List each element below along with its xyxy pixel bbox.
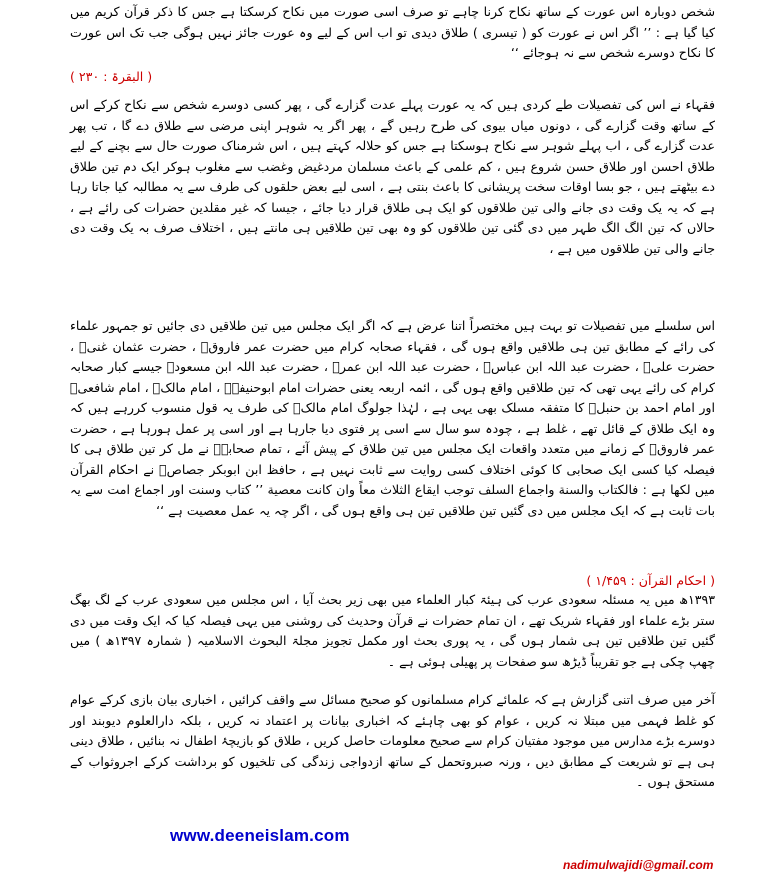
paragraph-2: فقہاء نے اس کی تفصیلات طے کردی ہیں کہ یہ عورت پہلے عدت گزارے گی ، پھر کسی دوسرے شخص سے نکاح کرکے اس کے ساتھ وقت گزارے گی ، دونوں میاں بیوی کی طرح رہیں گے ، پھر اگر یہ شوہر اپنی مرضی سے طلاق دے گا ، تب پھر عدت گزارے گی ، اب پہلے شوہر سے نکاح ہوسکتا ہے جس کو حلالہ کہتے ہیں ، اس شرمناک صورت حال سے بچنے کے لیے طلاق احسن اور طلاق حسن شروع ہیں ، کم علمی کے باعث مسلمان مردغیض وغضب سے مغلوب ہوکر ایک دم تین طلاق دے بیٹھتے ہیں ، جو بسا اوقات سخت پریشانی کا باعث بنتی ہے ، اسی لیے بعض حلقوں کی طرف سے یہ مطالبہ کیا جاتا رہا ہے کہ یہ یک وقت دی جانے والی تین طلاقوں کو ایک ہی طلاق قرار دیا جائے ، جیسا کہ غیر مقلدین حضرات کی رائے ہے ، حالاں کہ تین الگ الگ طہر میں دی گئی تین طلاقوں کو وہ بھی تین طلاقیں ہی مانتے ہیں ، اختلاف صرف بہ یک وقت دی جانے والی تین طلاقوں میں ہے ، xyxy=(70,97,715,256)
paragraph-3: اس سلسلے میں تفصیلات تو بہت ہیں مختصراً اتنا عرض ہے کہ اگر ایک مجلس میں تین طلاقیں دی جائیں تو جمہور علماء کی رائے کے مطابق تین ہی طلاقیں واقع ہوں گی ، فقہاء صحابہ کرام میں حضرت عمر فاروقؓ ، حضرت عثمان غنیؓ ، حضرت علیؓ ، حضرت عبد اللہ ابن عباسؓ ، حضرت عبد اللہ ابن عمرؓ ، حضرت عبد اللہ ابن مسعودؓ جیسے کبار صحابہ کرام کی رائے یہی تھی کہ تین طلاقیں واقع ہوں گی ، ائمہ اربعہ یعنی حضرات امام ابوحنیفہؒ ، امام مالکؒ ، امام شافعیؒ اور امام احمد بن حنبلؒ کا متفقہ مسلک بھی یہی ہے ، لہٰذا جولوگ امام مالکؒ کی طرف یہ قول منسوب کررہے ہیں کہ وہ ایک طلاق کے قائل تھے ، غلط ہے ، چودہ سو سال سے اسی پر فتوی دیا جارہا ہے اور اسی پر عمل ہورہا ہے ، حضرت عمر فاروقؓ کے زمانے میں متعدد واقعات ایک مجلس میں تین طلاق کے پیش آئے ، تمام صحابہؓ نے مل کر تین طلاق ہی کا فیصلہ کیا کسی ایک صحابی کا کوئی اختلاف کسی روایت سے ثابت نہیں ہے ، حافظ ابن ابوبکر جصاصؒ نے احکام القرآن میں لکھا ہے : فالکتاب والسنة واجماع السلف توجب ایقاع الثلاث معاً وان کانت معصیة ’’ کتاب وسنت اور اجماع امت سے یہ بات ثابت ہے کہ ایک مجلس میں دی گئیں تین طلاقیں تین ہی واقع ہوں گی ، اگر چہ یہ عمل معصیت ہے ‘‘ xyxy=(70,318,715,518)
paragraph-1: شخص دوبارہ اس عورت کے ساتھ نکاح کرنا چاہے تو صرف اسی صورت میں نکاح کرسکتا ہے جس کا ذکر قرآن کریم میں کیا گیا ہے : ’’ اگر اس نے عورت کو ( تیسری ) طلاق دیدی تو اب اس کے لیے وہ عورت جائز نہیں ہوگی جب تک اس عورت کا نکاح دوسرے شخص سے نہ ہوجائے ‘‘ xyxy=(70,4,715,60)
website-link[interactable]: www.deeneislam.com xyxy=(170,826,350,845)
email-link[interactable]: nadimulwajidi@gmail.com xyxy=(563,858,714,872)
reference-baqarah-text: ( البقرۃ : ۲۳۰ ) xyxy=(70,69,153,84)
paragraph-5: آخر میں صرف اتنی گزارش ہے کہ علمائے کرام مسلمانوں کو صحیح مسائل سے واقف کرائیں ، اخباری بیان بازی کرکے عوام کو غلط فہمی میں مبتلا نہ کریں ، عوام کو بھی چاہئے کہ اخباری بیانات پر اعتماد نہ کریں ، بلکہ دارالعلوم دیوبند اور دوسرے بڑے مدارس میں موجود مفتیان کرام سے صحیح معلومات حاصل کریں ، طلاق کو بازیچۂ اطفال نہ بنائیں ، طلاق دینی ہی ہے تو شریعت کے مطابق دیں ، ورنہ صبروتحمل کے ساتھ ازدواجی زندگی کی تلخیوں کو برداشت کرکے اجروثواب کے مستحق ہوں ۔ xyxy=(70,692,715,789)
paragraph-4: ۱۳۹۳ھ میں یہ مسئلہ سعودی عرب کی ہیئۃ کبار العلماء میں بھی زیر بحث آیا ، اس مجلس میں سعودی عرب کے لگ بھگ ستر بڑے علماء اور فقہاء شریک تھے ، ان تمام حضرات نے قرآن وحدیث کی روشنی میں یہی فیصلہ کیا کہ ایک وقت میں دی گئیں تین طلاقیں تین ہی شمار ہوں گی ، یہ پوری بحث اور مکمل تجویز مجلۃ البحوث الاسلامیہ ( شمارہ ۱۳۹۷ھ ) میں چھپ چکی ہے جو تقریباً ڈیڑھ سو صفحات پر پھیلی ہوئی ہے ۔ xyxy=(70,592,715,669)
reference-ahkam-text: ( احکام القرآن : ۱/۴۵۹ ) xyxy=(586,573,715,588)
reference-baqarah xyxy=(70,67,715,87)
reference-ahkam xyxy=(70,571,715,591)
